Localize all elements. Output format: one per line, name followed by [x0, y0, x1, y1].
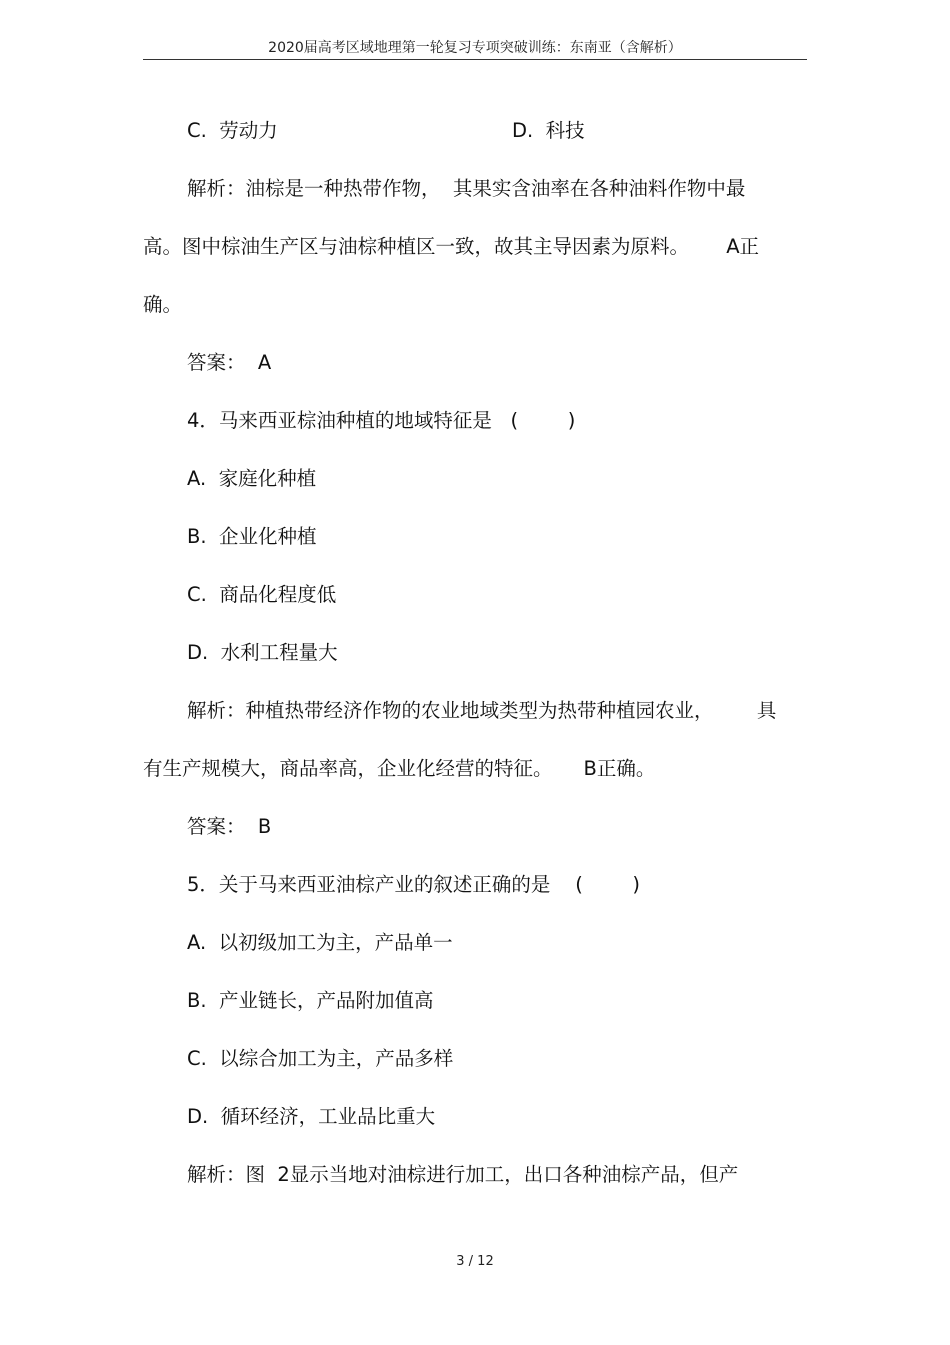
q5-option-b: B. 产业链长，产品附加值高	[187, 989, 434, 1012]
q3-analysis-line-3: 确。	[143, 293, 183, 316]
q3-option-c: C. 劳动力	[187, 119, 278, 142]
q5-analysis-line-1: 解析：图 2显示当地对油棕进行加工，出口各种油棕产品，但产	[187, 1163, 739, 1186]
header-divider	[143, 59, 807, 60]
q3-answer: 答案： A	[187, 351, 272, 374]
q5-option-c: C. 以综合加工为主，产品多样	[187, 1047, 454, 1070]
q4-stem: 4．马来西亚棕油种植的地域特征是 ( )	[187, 409, 576, 432]
q5-stem: 5．关于马来西亚油棕产业的叙述正确的是 ( )	[187, 873, 641, 896]
q4-answer: 答案： B	[187, 815, 272, 838]
q4-option-b: B. 企业化种植	[187, 525, 317, 548]
q4-analysis-line-2: 有生产规模大，商品率高，企业化经营的特征。 B正确。	[143, 757, 656, 780]
q5-option-d: D. 循环经济，工业品比重大	[187, 1105, 436, 1128]
q4-option-d: D. 水利工程量大	[187, 641, 338, 664]
page-header-title: 2020届高考区域地理第一轮复习专项突破训练：东南亚（含解析）	[268, 40, 682, 56]
q4-option-a: A. 家庭化种植	[187, 467, 317, 490]
q4-analysis-line-1: 解析：种植热带经济作物的农业地域类型为热带种植园农业， 具	[187, 699, 777, 722]
q3-option-d: D. 科技	[512, 119, 585, 142]
q4-option-c: C. 商品化程度低	[187, 583, 337, 606]
q3-analysis-line-1: 解析：油棕是一种热带作物， 其果实含油率在各种油料作物中最	[187, 177, 746, 200]
page-number: 3 / 12	[456, 1254, 494, 1269]
q3-analysis-line-2: 高。图中棕油生产区与油棕种植区一致，故其主导因素为原料。 A正	[143, 235, 760, 258]
q5-option-a: A. 以初级加工为主，产品单一	[187, 931, 453, 954]
